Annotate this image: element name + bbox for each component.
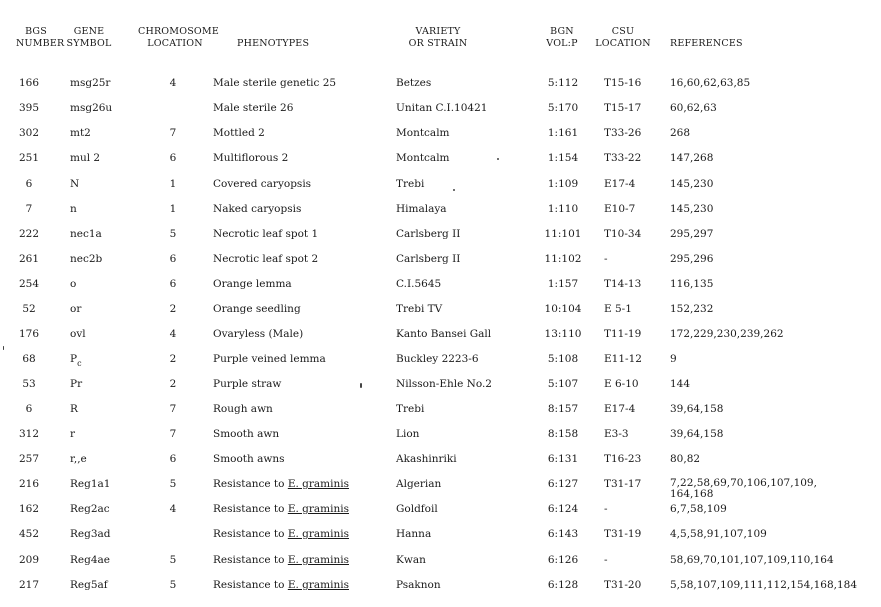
references-line1: 295,297	[670, 228, 714, 240]
phenotype	[213, 552, 349, 568]
references	[670, 426, 723, 442]
references	[670, 251, 713, 267]
csu-location: T33-26	[604, 127, 642, 139]
csu-location: T15-16	[604, 77, 642, 89]
variety-strain: Lion	[396, 428, 420, 440]
scan-speck	[3, 346, 4, 350]
bgn-vol-page: 6:128	[547, 579, 579, 591]
gene-symbol-subscript: c	[77, 359, 82, 368]
gene-symbol	[70, 426, 75, 442]
phenotype: Purple veined lemma	[213, 353, 326, 365]
table-row	[0, 501, 881, 517]
bgs-number: 302	[18, 127, 40, 139]
scan-speck	[360, 383, 362, 388]
csu-location: E 5-1	[604, 303, 632, 315]
phenotype-species: E. graminis	[287, 554, 349, 566]
phenotype-prefix: Resistance to	[213, 528, 288, 540]
csu-location: -	[604, 503, 608, 515]
phenotype: Necrotic leaf spot 2	[213, 253, 319, 265]
table-row	[0, 75, 881, 91]
phenotype	[213, 501, 349, 517]
gene-symbol-text: Reg1a1	[70, 478, 111, 490]
gene-symbol-text: r	[70, 428, 76, 440]
variety-strain: Himalaya	[396, 203, 447, 215]
gene-symbol-text: mul 2	[70, 152, 101, 164]
phenotype-species: E. graminis	[287, 528, 349, 540]
references-line1: 172,229,230,239,262	[670, 328, 784, 340]
bgs-number: 6	[25, 403, 33, 415]
csu-location: -	[604, 253, 608, 265]
bgs-number: 52	[22, 303, 36, 315]
bgs-number: 251	[18, 152, 40, 164]
bgs-number: 222	[18, 228, 40, 240]
table-row	[0, 201, 881, 217]
references	[670, 376, 690, 392]
bgs-number: 254	[18, 278, 40, 290]
phenotype-prefix: Resistance to	[213, 478, 288, 490]
references-line1: 152,232	[670, 303, 714, 315]
phenotype: Ovaryless (Male)	[213, 328, 304, 340]
chromosome-location: 4	[169, 503, 177, 515]
header-phenotypes	[237, 38, 309, 50]
references	[670, 75, 750, 91]
variety-strain: Trebi	[396, 403, 425, 415]
csu-location: -	[604, 554, 608, 566]
phenotype-prefix: Resistance to	[213, 579, 288, 591]
table-row	[0, 526, 881, 542]
bgs-number: 452	[18, 528, 40, 540]
references-line1: 4,5,58,91,107,109	[670, 528, 767, 540]
bgn-vol-page: 5:112	[547, 77, 579, 89]
references-line1: 5,58,107,109,111,112,154,168,184	[670, 579, 858, 591]
header-csu-line1: CSU	[611, 26, 635, 37]
bgs-number: 176	[18, 328, 40, 340]
header-gene-symbol	[64, 26, 114, 50]
csu-location: E 6-10	[604, 378, 639, 390]
header-bgn-line1: BGN	[550, 26, 574, 37]
table-row	[0, 176, 881, 192]
references-line1: 39,64,158	[670, 403, 724, 415]
gene-symbol-text: n	[70, 203, 77, 215]
gene-symbol	[70, 526, 111, 542]
chromosome-location: 6	[169, 453, 177, 465]
bgn-vol-page: 6:131	[547, 453, 579, 465]
table-row	[0, 276, 881, 292]
bgn-vol-page: 6:143	[547, 528, 579, 540]
references-line1: 80,82	[670, 453, 701, 465]
phenotype: Covered caryopsis	[213, 178, 312, 190]
header-references-line1: REFERENCES	[670, 38, 743, 49]
header-csu-line2: LOCATION	[595, 38, 651, 49]
references	[670, 201, 713, 217]
table-row	[0, 150, 881, 166]
header-chromosome-location	[138, 26, 219, 50]
variety-strain: Carlsberg II	[396, 228, 461, 240]
gene-symbol	[70, 401, 78, 417]
phenotype: Smooth awn	[213, 428, 280, 440]
references-line1: 9	[670, 353, 677, 365]
references	[670, 401, 723, 417]
bgs-number: 261	[18, 253, 40, 265]
variety-strain: Kwan	[396, 554, 426, 566]
header-bgs-line1: BGS	[25, 26, 47, 37]
gene-symbol-text: o	[70, 278, 77, 290]
csu-location: T11-19	[604, 328, 642, 340]
bgn-vol-page: 5:108	[547, 353, 579, 365]
bgn-vol-page: 1:161	[547, 127, 579, 139]
bgs-number: 209	[18, 554, 40, 566]
chromosome-location: 6	[169, 253, 177, 265]
bgn-vol-page: 11:102	[544, 253, 582, 265]
variety-strain: Unitan C.I.10421	[396, 102, 488, 114]
gene-symbol-text: msg26u	[70, 102, 113, 114]
gene-symbol-text: Reg5af	[70, 579, 108, 591]
bgn-vol-page: 1:157	[547, 278, 579, 290]
header-gene-line2: SYMBOL	[66, 38, 112, 49]
bgs-number: 7	[25, 203, 33, 215]
references	[670, 176, 713, 192]
header-csu-location	[594, 26, 652, 50]
bgn-vol-page: 6:127	[547, 478, 579, 490]
chromosome-location: 1	[169, 203, 177, 215]
variety-strain: Goldfoil	[396, 503, 438, 515]
gene-symbol-text: r,,e	[70, 453, 87, 465]
phenotype: Naked caryopsis	[213, 203, 302, 215]
chromosome-location: 5	[169, 228, 177, 240]
variety-strain: Carlsberg II	[396, 253, 461, 265]
references-line1: 7,22,58,69,70,106,107,109,	[670, 477, 817, 489]
header-variety-line1: VARIETY	[415, 26, 461, 37]
phenotype	[213, 577, 349, 593]
references-line1: 58,69,70,101,107,109,110,164	[670, 554, 834, 566]
references-line1: 145,230	[670, 178, 714, 190]
references	[670, 552, 834, 568]
variety-strain: Montcalm	[396, 152, 450, 164]
bgs-number: 162	[18, 503, 40, 515]
bgn-vol-page: 6:124	[547, 503, 579, 515]
gene-symbol	[70, 476, 110, 492]
bgs-number: 395	[18, 102, 40, 114]
chromosome-location: 2	[169, 303, 177, 315]
phenotype-species: E. graminis	[287, 478, 349, 490]
phenotype: Male sterile genetic 25	[213, 77, 337, 89]
gene-symbol-text: mt2	[70, 127, 91, 139]
references	[670, 526, 767, 542]
table-row	[0, 401, 881, 417]
gene-symbol-text: nec2b	[70, 253, 103, 265]
phenotype: Purple straw	[213, 378, 282, 390]
bgn-vol-page: 5:170	[547, 102, 579, 114]
table-row	[0, 426, 881, 442]
csu-location: E17-4	[604, 403, 636, 415]
gene-symbol	[70, 125, 91, 141]
references-line1: 16,60,62,63,85	[670, 77, 751, 89]
references-line1: 144	[670, 378, 691, 390]
table-row	[0, 226, 881, 242]
csu-location: E3-3	[604, 428, 629, 440]
header-chromosome-line2: LOCATION	[147, 38, 203, 49]
chromosome-location: 6	[169, 152, 177, 164]
table-row	[0, 476, 881, 500]
phenotype: Smooth awns	[213, 453, 285, 465]
variety-strain: Betzes	[396, 77, 432, 89]
csu-location: E10-7	[604, 203, 636, 215]
gene-symbol-text: ovl	[70, 328, 86, 340]
bgs-number: 68	[22, 353, 36, 365]
variety-strain: Akashinriki	[396, 453, 457, 465]
chromosome-location: 2	[169, 378, 177, 390]
variety-strain: Buckley 2223-6	[396, 353, 479, 365]
table-row	[0, 125, 881, 141]
gene-symbol	[70, 451, 87, 467]
references	[670, 351, 677, 367]
header-bgn-line2: VOL:P	[546, 38, 578, 49]
chromosome-location: 5	[169, 478, 177, 490]
header-variety-strain	[400, 26, 476, 50]
gene-symbol	[70, 251, 102, 267]
references	[670, 478, 817, 500]
csu-location: T16-23	[604, 453, 642, 465]
gene-symbol-text: R	[70, 403, 78, 415]
phenotype-prefix: Resistance to	[213, 503, 288, 515]
chromosome-location: 1	[169, 178, 177, 190]
gene-symbol-text: N	[70, 178, 80, 190]
gene-symbol-text: Reg4ae	[70, 554, 110, 566]
variety-strain: Psaknon	[396, 579, 441, 591]
variety-strain: Montcalm	[396, 127, 450, 139]
gene-symbol	[70, 552, 110, 568]
csu-location: T10-34	[604, 228, 642, 240]
chromosome-location: 5	[169, 579, 177, 591]
csu-location: T33-22	[604, 152, 642, 164]
references	[670, 501, 727, 517]
table-row	[0, 251, 881, 267]
bgn-vol-page: 13:110	[544, 328, 582, 340]
table-row	[0, 326, 881, 342]
gene-symbol	[70, 276, 76, 292]
chromosome-location: 7	[169, 403, 177, 415]
gene-symbol-text: nec1a	[70, 228, 102, 240]
gene-symbol	[70, 176, 79, 192]
bgn-vol-page: 6:126	[547, 554, 579, 566]
gene-symbol	[70, 226, 102, 242]
phenotype: Necrotic leaf spot 1	[213, 228, 319, 240]
table-row	[0, 552, 881, 568]
bgn-vol-page: 8:157	[547, 403, 579, 415]
csu-location: T31-20	[604, 579, 642, 591]
gene-symbol-text: P	[70, 353, 78, 365]
phenotype-species: E. graminis	[287, 579, 349, 591]
references-line1: 39,64,158	[670, 428, 724, 440]
phenotype-species: E. graminis	[287, 503, 349, 515]
gene-symbol-text: msg25r	[70, 77, 111, 89]
gene-symbol	[70, 75, 110, 91]
table-row	[0, 376, 881, 392]
gene-symbol	[70, 150, 100, 166]
gene-symbol	[70, 326, 86, 342]
variety-strain: Kanto Bansei Gall	[396, 328, 492, 340]
references-line1: 116,135	[670, 278, 714, 290]
phenotype: Multiflorous 2	[213, 152, 289, 164]
gene-symbol	[70, 100, 112, 116]
phenotype: Orange lemma	[213, 278, 292, 290]
references-line1: 295,296	[670, 253, 714, 265]
header-bgn-volp	[540, 26, 584, 50]
table-row	[0, 301, 881, 317]
scan-speck	[453, 189, 455, 191]
bgs-number: 312	[18, 428, 40, 440]
bgs-number: 217	[18, 579, 40, 591]
variety-strain: Trebi	[396, 178, 425, 190]
variety-strain: Algerian	[396, 478, 442, 490]
header-gene-line1: GENE	[73, 26, 105, 37]
table-row	[0, 577, 881, 593]
bgs-number: 166	[18, 77, 40, 89]
bgn-vol-page: 8:158	[547, 428, 579, 440]
references	[670, 276, 713, 292]
csu-location: E11-12	[604, 353, 642, 365]
chromosome-location: 4	[169, 328, 177, 340]
gene-symbol	[70, 376, 82, 392]
chromosome-location: 7	[169, 127, 177, 139]
header-chromosome-line1: CHROMOSOME	[138, 26, 219, 37]
gene-symbol	[70, 351, 82, 368]
phenotype: Mottled 2	[213, 127, 265, 139]
csu-location: E17-4	[604, 178, 636, 190]
scan-speck	[497, 158, 499, 160]
header-bgs-number	[16, 26, 65, 50]
references	[670, 577, 857, 593]
table-row	[0, 100, 881, 116]
references-line1: 6,7,58,109	[670, 503, 727, 515]
chromosome-location: 4	[169, 77, 177, 89]
bgn-vol-page: 1:154	[547, 152, 579, 164]
header-phenotypes-line1: PHENOTYPES	[237, 38, 310, 49]
chromosome-location: 2	[169, 353, 177, 365]
references	[670, 301, 713, 317]
references-line1: 147,268	[670, 152, 714, 164]
phenotype: Male sterile 26	[213, 102, 294, 114]
references	[670, 451, 700, 467]
bgs-number: 216	[18, 478, 40, 490]
bgn-vol-page: 11:101	[544, 228, 582, 240]
chromosome-location: 6	[169, 278, 177, 290]
header-variety-line2: OR STRAIN	[408, 38, 468, 49]
variety-strain: C.I.5645	[396, 278, 442, 290]
references-line1: 60,62,63	[670, 102, 717, 114]
references-line2: 164,168	[670, 488, 714, 500]
gene-symbol	[70, 501, 110, 517]
references	[670, 326, 784, 342]
variety-strain: Hanna	[396, 528, 432, 540]
gene-symbol-text: or	[70, 303, 82, 315]
phenotype-prefix: Resistance to	[213, 554, 288, 566]
header-references	[670, 38, 743, 50]
references	[670, 125, 690, 141]
references	[670, 226, 713, 242]
table-row	[0, 451, 881, 467]
csu-location: T31-17	[604, 478, 642, 490]
gene-symbol	[70, 577, 108, 593]
gene-symbol-text: Pr	[70, 378, 83, 390]
header-bgs-line2: NUMBER	[16, 38, 65, 49]
bgn-vol-page: 5:107	[547, 378, 579, 390]
phenotype: Rough awn	[213, 403, 273, 415]
variety-strain: Nilsson-Ehle No.2	[396, 378, 492, 390]
gene-symbol	[70, 201, 77, 217]
table-row	[0, 351, 881, 367]
bgs-number: 257	[18, 453, 40, 465]
phenotype	[213, 476, 349, 492]
bgn-vol-page: 1:110	[547, 203, 579, 215]
bgs-number: 6	[25, 178, 33, 190]
references	[670, 150, 713, 166]
gene-symbol	[70, 301, 81, 317]
gene-symbol-text: Reg3ad	[70, 528, 111, 540]
variety-strain: Trebi TV	[396, 303, 443, 315]
gene-symbol-text: Reg2ac	[70, 503, 110, 515]
chromosome-location: 5	[169, 554, 177, 566]
references-line1: 268	[670, 127, 691, 139]
phenotype	[213, 526, 349, 542]
csu-location: T14-13	[604, 278, 642, 290]
bgs-number: 53	[22, 378, 36, 390]
bgn-vol-page: 10:104	[544, 303, 582, 315]
bgn-vol-page: 1:109	[547, 178, 579, 190]
chromosome-location: 7	[169, 428, 177, 440]
references-line1: 145,230	[670, 203, 714, 215]
csu-location: T15-17	[604, 102, 642, 114]
references	[670, 100, 717, 116]
csu-location: T31-19	[604, 528, 642, 540]
phenotype: Orange seedling	[213, 303, 301, 315]
